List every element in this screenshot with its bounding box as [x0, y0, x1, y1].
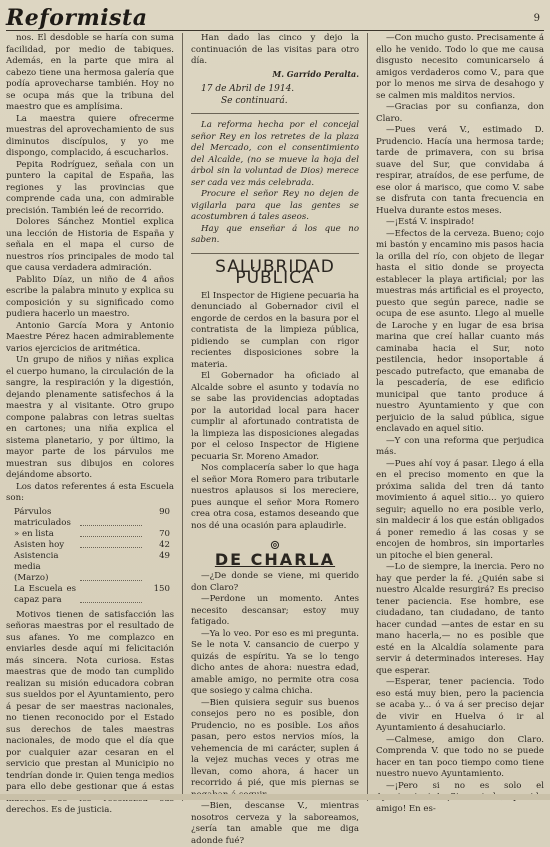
- table-value: 70: [159, 528, 170, 539]
- dialogue-line: —Pues ahí voy á pasar. Llego á ella en el preciso momento en que la próxima salida del tren dá tanto movimiento á aquel sitio... yo quiero seguir; aquello no era posible verlo, sin maldecir á los que están obligados á poner remedio á las cosas y se encojen de hombros, sin importarles un pitoche el bien general.: [376, 458, 544, 561]
- editorial-paragraph: Procure el señor Rey no dejen de vigilarla para que las gentes se acostumbren á tales aseos.: [191, 189, 359, 222]
- table-label: Asisten hoy: [14, 539, 65, 550]
- table-value: 49: [159, 550, 170, 561]
- column-divider: [182, 33, 183, 801]
- dialogue-line: —Bien quisiera seguir sus buenos consejos pero no es posible, don Prudencio, no es posible. Los años pasan, pero estos nervios míos, la vehemencia de mi carácter, suplen á la vejez muchas veces y otras me llevan, como ahora, á hacer un recorrido á pié, que mis piernas se: [191, 697, 359, 788]
- table-label: Párvulos matriculados: [14, 506, 71, 528]
- col2-paragraph: El Inspector de Higiene pecuaria ha denunciado al Gobernador civil el engorde de cerdos en la basura por el contratista de la limpieza pública, pidiendo se cumplan con rigor recientes disposiciones sobre la materia.: [191, 290, 359, 370]
- col1-paragraph: Antonio García Mora y Antonio Maestre Pérez hacen admirablemente varios ejercicios de aritmética.: [6, 320, 174, 354]
- editorial-note: [191, 120, 359, 247]
- article-continuation: Se continuará.: [221, 95, 288, 106]
- dialogue-line: —Lo de siempre, la inercia. Pero no hay que perder la fé. ¿Quién sabe si nuestro Alcalde resurgirá? Es preciso tener paciencia. Ese hombre, ese ciudadano, tan ciudadano, de tanto hacer cundad —antes de estar en su mano hacerla,— no es posible que esté en la Alcaldía solamente para servir á determinados intereses. Hay que esperar.: [376, 562, 544, 676]
- col1-paragraph: nos. El desdoble se haría con suma facilidad, por medio de tabiques. Además, en la parte que mira al cabezo tiene una hermosa galería que podía aprovecharse también. Hoy no se ocupa más que la tribuna del maestro que es amplísima.: [6, 33, 174, 112]
- table-label: » en lista: [14, 528, 54, 539]
- dialogue-line: —Esperar, tener paciencia. Todo eso está muy bien, pero la paciencia se acaba y... ó va á ser preciso dejar de vivir en Huelva ó ir al Ayuntamiento á desahuciarlo.: [376, 677, 544, 733]
- article-signature: M. Garrido Peralta.: [272, 68, 359, 79]
- column-divider: [367, 33, 368, 801]
- col1-paragraph: Dolores Sánchez Montiel explica una lección de Historia de España y señala en el mapa el curso de nuestros ríos principales de modo tal que causa verdadera admiración.: [6, 217, 174, 273]
- page-header: [6, 4, 544, 31]
- page-number: 9: [533, 13, 540, 24]
- section-divider: [191, 253, 359, 254]
- col1-paragraph: Los datos referentes á esta Escuela son:: [6, 481, 174, 503]
- dialogue-line: —Con mucho gusto. Precisamente á ello he venido. Todo lo que me causa disgusto necesito comunicarselo á amigos verdaderos como V., para que por lo menos me sirva de desahogo y se calmen mis malditos nervios.: [376, 33, 544, 101]
- dialogue-line: —Ya lo veo. Por eso es mi pregunta. Se le nota V. cansancio de cuerpo y quizás de espíritu. Ya se lo tengo dicho antes de ahora: nuestra edad, amable amigo, no permite otra cosa que sosiego y calma chicha.: [191, 628, 359, 696]
- dialogue-line: —Perdone un momento. Antes necesito descansar; estoy muy fatigado.: [191, 594, 359, 627]
- col1-paragraph: La maestra quiere ofrecerme muestras del aprovechamiento de sus diminutos discípulos, y yo me dispongo, complacido, á escucharlos.: [6, 113, 174, 158]
- column-3: [376, 33, 544, 814]
- table-row: [14, 529, 174, 540]
- section-title-charla: DE CHARLA: [214, 549, 336, 569]
- table-row: [14, 584, 174, 606]
- dialogue-line: —Pues verá V., estimado D. Prudencio. Hacía una hermosa tarde; tarde de primavera, con su brisa suave del Sur, que convidaba á respirar, atraídos, de ese perfume, de ese olor á marisco, que como V. sabe se disfruta con tanta frecuencia en Huelva durante estos meses.: [376, 125, 544, 216]
- article-dateline: 17 de Abril de 1914.: [201, 84, 295, 94]
- section-title-salubridad: SALUBRIDAD PÚBLICA: [215, 256, 335, 288]
- dialogue-line: —Bien, descanse V., mientras nosotros cerveza y la saboreamos, ¿sería tan amable que me diga adonde fué?: [191, 801, 359, 846]
- col1-paragraph: Pablito Díaz, un niño de 4 años escribe la palabra minuto y explica su composición y su significado como pudiera hacerlo un maestro.: [6, 274, 174, 319]
- masthead-title: Reformista: [6, 5, 148, 31]
- ornament-icon: ⊚: [269, 538, 281, 553]
- editorial-paragraph: La reforma hecha por el concejal señor Rey en los retretes de la plaza del Mercado, con el consentimiento del Alcalde, (no se mueve la hoja del árbol sin la voluntad de Dios) merece ser cada vez más celebrada.: [191, 120, 359, 188]
- dialogue-line: —Efectos de la cerveza. Bueno; cojo mi bastón y encamino mis pasos hacia la orilla del río, con objeto de llegar hasta el sitio donde se proyecta establecer la playa artificial; por las muestras más artificial es el proyecto, puesto que según parece, nadie se ocupa de ese asunto. Llego al muelle de Laroche y en lugar de esa brisa marina que creí hallar cuanto más caminaba hacia el Sur, noto pestilencia, hedor insoportable á pescado putrefacto, que emanaba de la pescadería, de ese edificio municipal que tanto produce á nuestro Ayuntamiento y que con perjuicio de la salud pública, sigue enclavado en aquel sitio.: [376, 228, 544, 434]
- table-value: 42: [159, 539, 170, 550]
- col2-paragraph: El Gobernador ha oficiado al Alcalde sobre el asunto y todavía no se sabe las providencias adoptadas por la autoridad local para hacer cumplir al afortunado contratista de la limpieza las disposiciones alegadas por el celoso Inspector de Higiene pecuaria Sr. Moreno Amador.: [191, 371, 359, 462]
- dialogue-line: —¡Está V. inspirado!: [386, 217, 475, 227]
- table-label: Asistencia media (Marzo): [14, 550, 59, 583]
- col2-paragraph: Nos complacería saber lo que haga el señor Mora Romero para tributarle nuestros aplausos si los mereciere, pues aunque el señor Mora Romero crea otra cosa, estamos deseando que nos dé una ocasión para aplaudirle.: [191, 463, 359, 531]
- table-row: [14, 551, 174, 584]
- table-row: [14, 507, 174, 529]
- col1-paragraph: Un grupo de niños y niñas explica el cuerpo humano, la circulación de la sangre, la respiración y la digestión, dejando plenamente satisfechos á la maestra y al visitante. Otro grupo compone palabras con letras sueltas en cartones; una niña explica el sistema planetario, y por último, la mayor parte de los párvulos me muestran sus dibujos en colores dejándome absorto.: [6, 355, 174, 480]
- school-data-table: [14, 507, 174, 606]
- column-1: [6, 33, 174, 815]
- table-row: [14, 540, 174, 551]
- col2-intro: Han dado las cinco y dejo la continuación de las visitas para otro día.: [191, 33, 359, 66]
- table-label: La Escuela es capaz para: [14, 583, 76, 605]
- col1-paragraph: Pepita Rodríguez, señala con un puntero la capital de España, las regiones y las provincias que comprende cada una, con admirable precisión. También leé de recorrido.: [6, 159, 174, 216]
- dialogue-line: —¡Pero si no es solo el amigo! En es-: [376, 780, 544, 814]
- table-value: 150: [153, 583, 170, 594]
- section-divider: [191, 113, 359, 114]
- column-2: [191, 33, 359, 846]
- dialogue-line: —Gracias por su confianza, don Claro.: [376, 102, 544, 124]
- col1-paragraph: Motivos tienen de satisfacción las señoras maestras por el resultado de sus afanes. Yo me complazco en enviarles desde aquí mi felicitación más sincera. Nota curiosa. Estas maestras que de modo tan cumplido realizan su misión educadora cobran sus sueldos por el Ayuntamiento, pero á pesar de ser maestras nacionales, no tienen reconocido por el Estado sus derechos de tales maestras nacionales, de modo que el día que por cualquier azar cesaran en el servicio que prestan al Municipio no tendrían donde ir. Quien tenga medios para ello debe gestionar que á estas derechos. Es de justicia.: [6, 609, 174, 815]
- article-columns: [6, 33, 544, 846]
- dialogue-line: —¿De donde se viene, mi querido don Claro?: [191, 571, 359, 593]
- page-bottom-edge: [0, 794, 550, 800]
- dialogue-line: —Y con una reforma que perjudica más.: [376, 435, 544, 457]
- editorial-paragraph: Hay que enseñar á los que no saben.: [191, 223, 359, 245]
- dialogue-line: —Calmese, amigo don Claro. Comprenda V. que todo no se puede hacer en tan poco tiempo como tiene nuestro nuevo Ayuntamiento.: [376, 734, 544, 779]
- table-value: 90: [159, 506, 170, 517]
